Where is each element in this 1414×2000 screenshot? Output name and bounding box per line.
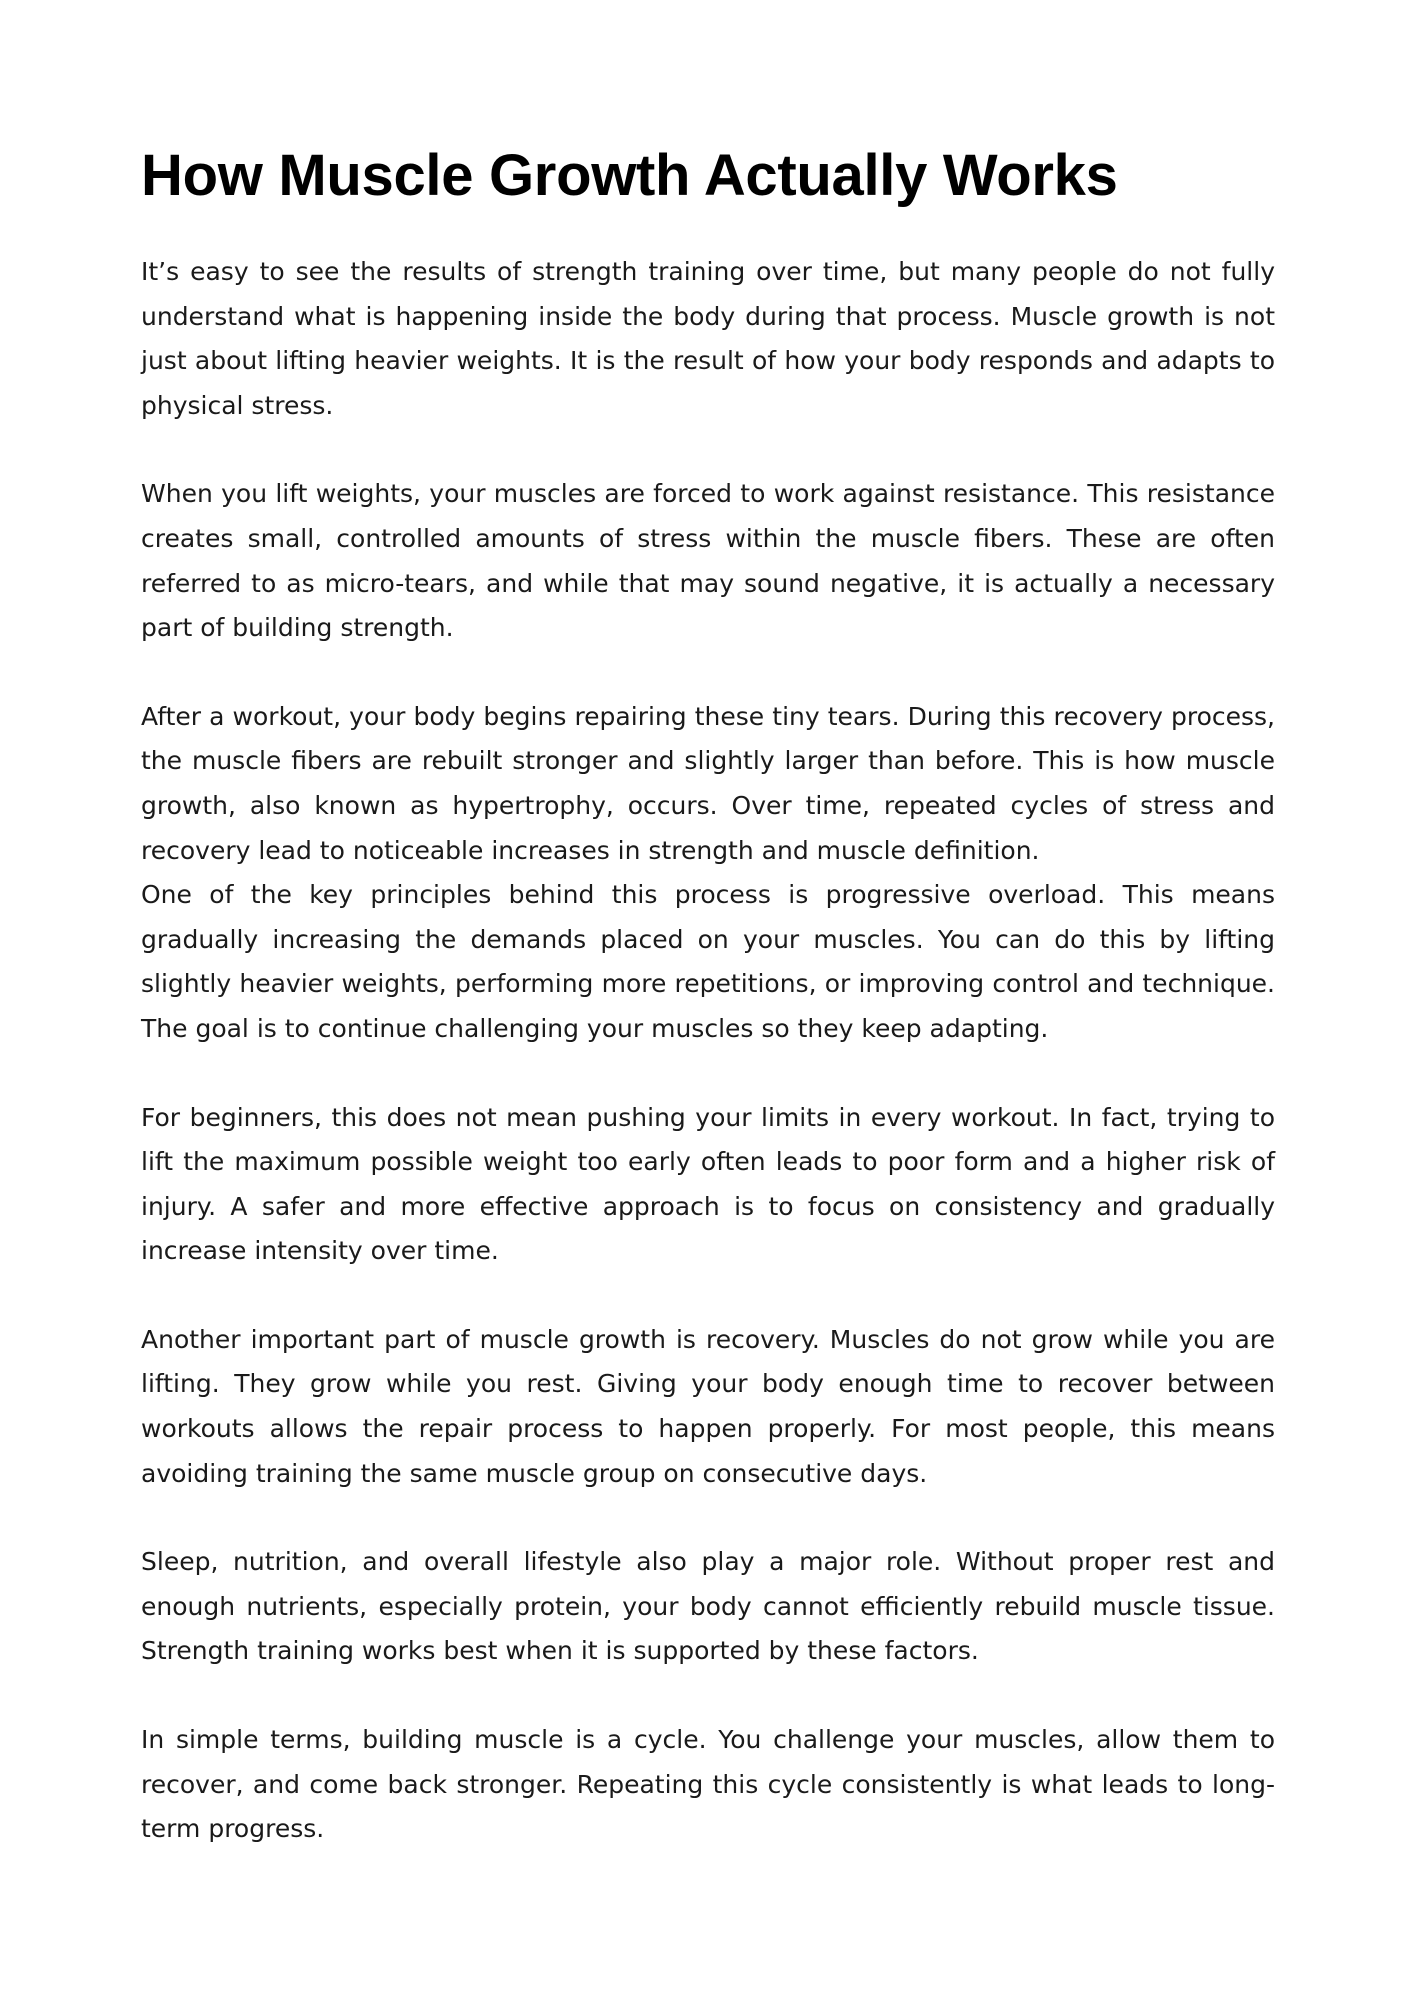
paragraph-beginners: For beginners, this does not mean pushing your limits in every workout. In fact, trying to lift the maximum possible weight too early often leads to poor form and a higher risk of injury. A safer and more effective approach is to focus on consistency and gradually increase intensity over time. (141, 1102, 1275, 1266)
paragraph-progressive-overload: One of the key principles behind this process is progressive overload. This means gradually increasing the demands placed on your muscles. You can do this by lifting slightly heavier weights, performing more repetitions, or improving control and technique. The goal is to continue challenging your muscles so they keep adapting. (141, 880, 1275, 1043)
paragraph-spacer (141, 651, 1275, 695)
paragraph-summary: In simple terms, building muscle is a cycle. You challenge your muscles, allow them to recover, and come back stronger. Repeating this cycle consistently is what leads to long-term progress. (141, 1725, 1275, 1844)
paragraph-spacer (141, 1052, 1275, 1096)
paragraph-spacer (141, 428, 1275, 472)
paragraph-intro: It’s easy to see the results of strength training over time, but many people do not fully understand what is happening inside the body during that process. Muscle growth is not just about lifting heavier weights. It is the result of how your body responds and adapts to physical stress. (141, 257, 1275, 420)
paragraph-repair: After a workout, your body begins repairing these tiny tears. During this recovery process, the muscle fibers are rebuilt stronger and slightly larger than before. This is how muscle growth, also known as hypertrophy, occurs. Over time, repeated cycles of stress and recovery lead to noticeable increases in strength and muscle definition. (141, 701, 1275, 865)
article-title: How Muscle Growth Actually Works (141, 143, 1118, 208)
paragraph-lifestyle: Sleep, nutrition, and overall lifestyle also play a major role. Without proper rest and enough nutrients, especially protein, your body cannot efficiently rebuild muscle tissue. Strength training works best when it is supported by these factors. (141, 1547, 1275, 1666)
paragraph-spacer (141, 1496, 1275, 1540)
paragraph-recovery: Another important part of muscle growth is recovery. Muscles do not grow while you are lifting. They grow while you rest. Giving your body enough time to recover between workouts allows the repair process to happen properly. For most people, this means avoiding training the same muscle group on consecutive days. (141, 1324, 1275, 1488)
paragraph-spacer (141, 1674, 1275, 1718)
paragraph-spacer (141, 1274, 1275, 1318)
article-body (141, 136, 1275, 1852)
paragraph-resistance: When you lift weights, your muscles are forced to work against resistance. This resistance creates small, controlled amounts of stress within the muscle fibers. These are often referred to as micro-tears, and while that may sound negative, it is actually a necessary part of building strength. (141, 479, 1275, 643)
